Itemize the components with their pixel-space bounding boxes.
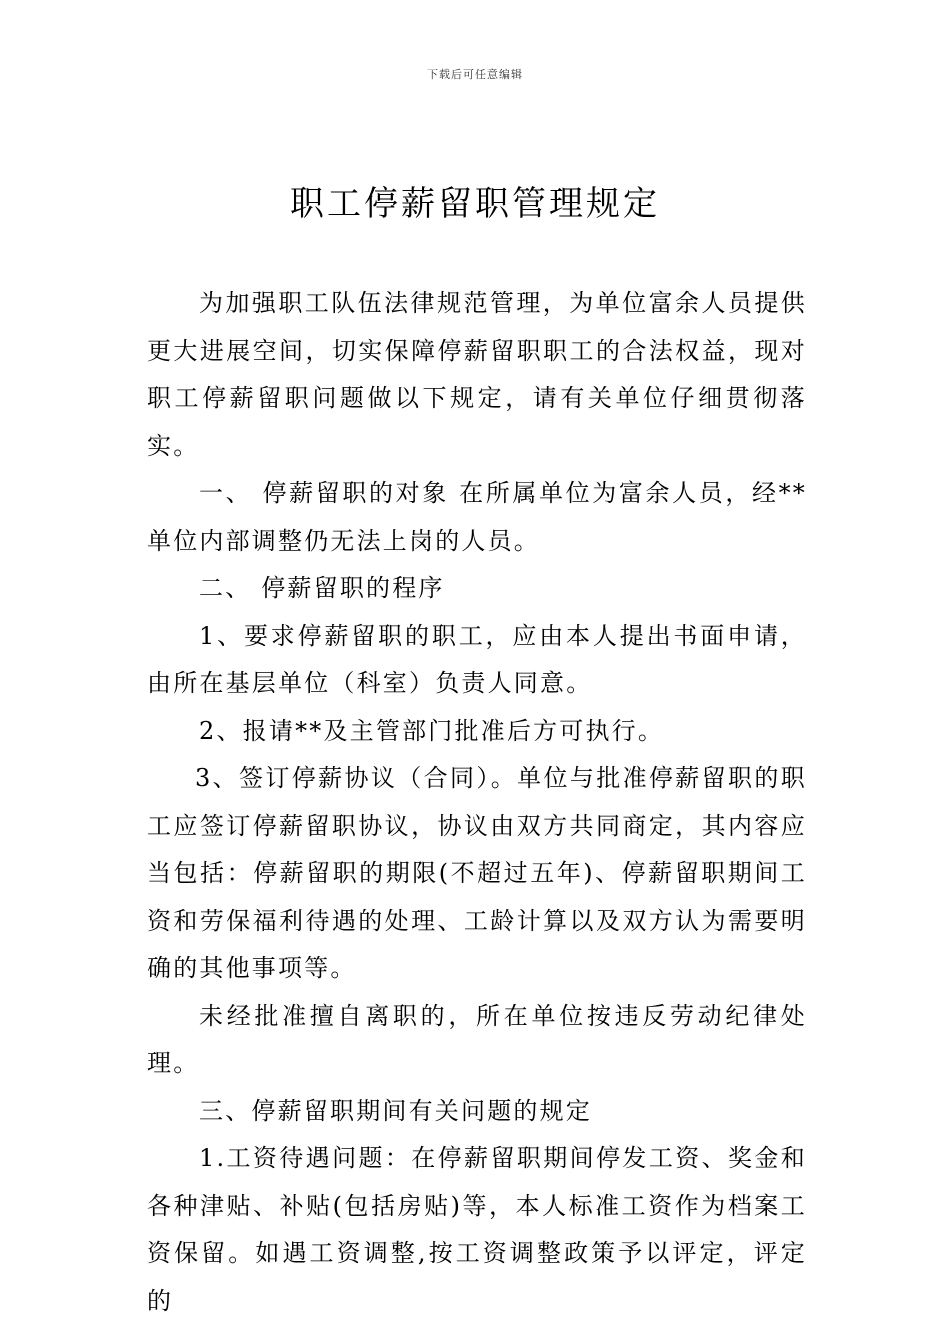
document-title: 职工停薪留职管理规定 <box>290 184 660 224</box>
procedure-item-1: 1、要求停薪留职的职工，应由本人提出书面申请，由所在基层单位（科室）负责人同意。 <box>147 621 807 697</box>
page-header: 下载后可任意编辑 <box>427 68 523 81</box>
section-three-heading: 三、停薪留职期间有关问题的规定 <box>199 1096 592 1125</box>
document-body <box>147 280 807 1325</box>
procedure-item-3: 3、签订停薪协议（合同）。单位与批准停薪留职的职工应签订停薪留职协议，协议由双方共同商定，其内容应当包括：停薪留职的期限(不超过五年)、停薪留职期间工资和劳保福利待遇的处理、工龄计算以及双方认为需要明确的其他事项等。 <box>147 764 807 982</box>
unauthorized-leave-paragraph: 未经批准擅自离职的，所在单位按违反劳动纪律处理。 <box>147 1001 807 1077</box>
section-two-heading: 二、 停薪留职的程序 <box>199 574 445 602</box>
wage-treatment-paragraph: 1.工资待遇问题：在停薪留职期间停发工资、奖金和各种津贴、补贴(包括房贴)等，本人标准工资作为档案工资保留。如遇工资调整,按工资调整政策予以评定，评定的 <box>147 1144 807 1315</box>
procedure-item-2: 2、报请**及主管部门批准后方可执行。 <box>199 716 665 745</box>
section-one-paragraph: 一、 停薪留职的对象 在所属单位为富余人员，经**单位内部调整仍无法上岗的人员。 <box>147 479 807 555</box>
intro-paragraph: 为加强职工队伍法律规范管理，为单位富余人员提供更大进展空间，切实保障停薪留职职工的合法权益，现对职工停薪留职问题做以下规定，请有关单位仔细贯彻落实。 <box>147 289 807 460</box>
